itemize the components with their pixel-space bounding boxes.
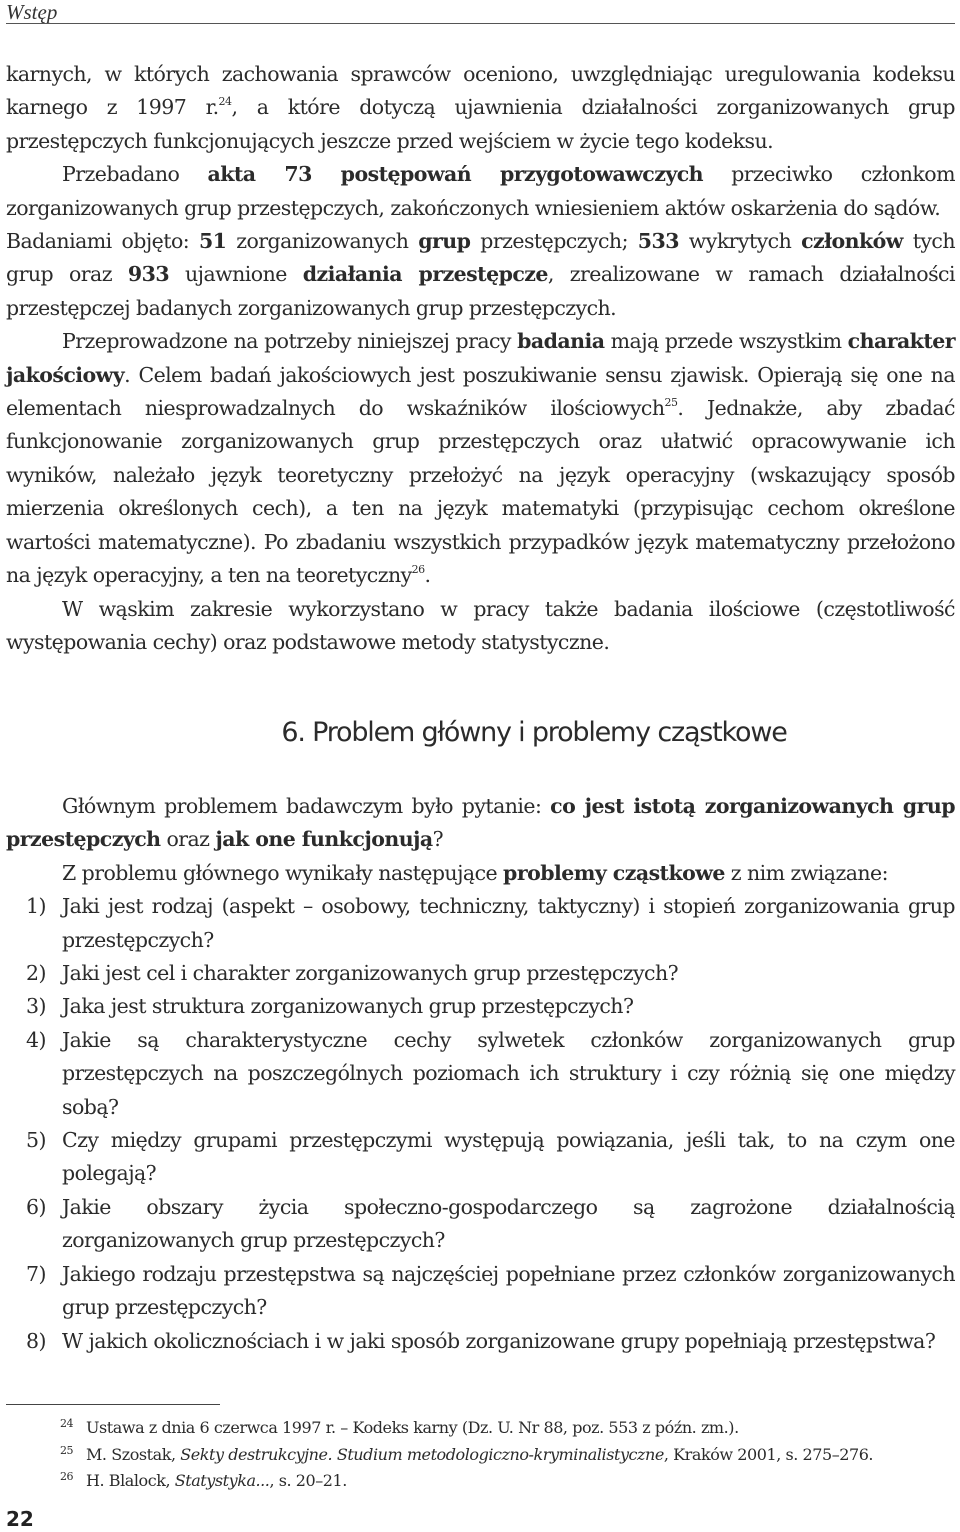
footnote-title: Statystyka... (174, 1471, 270, 1490)
footnote-25 (6, 1442, 936, 1469)
emphasis: działania przestępcze (302, 262, 548, 287)
text-run: przeciwko członkom zorganizowanych grup przestępczych, zakończonych wniesieniem aktów oskarżenia do sądów. (6, 162, 955, 220)
emphasis: członków (801, 229, 903, 254)
text-run: . Celem badań jakościowych jest poszukiwanie sensu zjawisk. Opierają się one na elementach niesprowadzalnych do wskaźników ilościowych (6, 362, 955, 421)
body-text-section-6 (6, 790, 955, 1358)
list-number: 7) (26, 1261, 46, 1286)
list-text: Jakiego rodzaju przestępstwa są najczęściej popełniane przez członków zorganizowanych grup przestępczych? (62, 1261, 955, 1320)
footnote-26 (6, 1468, 936, 1495)
text-run: . (424, 563, 431, 588)
paragraph (6, 325, 955, 592)
text-run: ujawnione (169, 262, 303, 287)
emphasis: co jest istotą zorganizowanych grup przestępczych (6, 794, 955, 852)
page-number: 22 (6, 1507, 34, 1531)
footnote-text: H. Blalock, (86, 1471, 175, 1490)
text-run: karnych, w których zachowania sprawców oceniono, uwzględniając uregulowania kodeksu karnego z 1997 r. (6, 62, 955, 120)
footnote-ref-24[interactable]: 24 (218, 95, 232, 109)
list-text: Jaki jest rodzaj (aspekt – osobowy, techniczny, taktyczny) i stopień zorganizowania grup przestępczych? (62, 894, 955, 952)
list-text: Jakie obszary życia społeczno-gospodarczego są zagrożone działalnością zorganizowanych grup przestępczych? (62, 1194, 955, 1253)
list-text: Jakie są charakterystyczne cechy sylwetek członków zorganizowanych grup przestępczych na poszczególnych poziomach ich struktury i czy różnią się one między sobą? (62, 1027, 955, 1119)
text-run: , a które dotyczą ujawnienia działalności zorganizowanych grup przestępczych funkcjonujących jeszcze przed wejściem w życie tego kodeksu. (6, 95, 955, 153)
list-number: 5) (26, 1128, 46, 1153)
emphasis: 51 (198, 229, 227, 254)
problem-list (6, 890, 955, 1358)
list-item (6, 1191, 955, 1258)
emphasis: 533 (637, 229, 679, 254)
text-run: oraz (160, 827, 216, 852)
paragraph (6, 158, 955, 225)
text-run: . Jednakże, aby zbadać funkcjonowanie zorganizowanych grup przestępczych oraz ułatwić opracowywanie ich wyników, należało język teoretyczny przełożyć na język operacyjny (wskazujący sposób mierzenia określonych cech), a ten na język matematyki (przypisując cechom określone wartości matematyczne). Po zbadaniu wszystkich przypadków język matematyczny przełożono na język operacyjny, a ten na teoretyczny (6, 396, 955, 588)
footnote-ref-25[interactable]: 25 (664, 396, 678, 410)
list-number: 1) (26, 894, 46, 919)
text-run: Badaniami objęto: (6, 229, 199, 254)
footnote-rule (6, 1404, 220, 1405)
text-run: przestępczych; (470, 229, 638, 254)
list-number: 2) (26, 961, 46, 986)
emphasis: jak one funkcjonują (215, 827, 433, 852)
text-run: mają przede wszystkim (604, 329, 848, 354)
section-heading-text: 6. Problem główny i problemy cząstkowe (281, 717, 787, 748)
text-run: W wąskim zakresie wykorzystano w pracy także badania ilościowe (częstotliwość występowania cechy) oraz podstawowe metody statystyczne. (6, 596, 955, 654)
text-run: zorganizowanych (226, 229, 419, 254)
paragraph (6, 857, 955, 890)
text-run: Z problemu głównego wynikały następujące (62, 860, 504, 885)
footnote-text: , s. 20–21. (269, 1471, 347, 1490)
emphasis: badania (517, 329, 605, 354)
paragraph (6, 593, 955, 660)
section-heading (0, 717, 960, 748)
list-number: 6) (26, 1194, 46, 1219)
footnote-text: M. Szostak, (86, 1444, 181, 1464)
emphasis: charakter jakościowy (6, 329, 955, 387)
emphasis: 933 (127, 262, 170, 287)
footnotes (6, 1415, 936, 1495)
footnote-24 (6, 1415, 936, 1442)
list-number: 3) (26, 994, 46, 1019)
text-run: z nim związane: (724, 860, 888, 885)
list-item (6, 957, 955, 990)
list-item (6, 890, 955, 957)
list-text: Jaki jest cel i charakter zorganizowanych grup przestępczych? (62, 961, 679, 986)
emphasis: problemy cząstkowe (503, 860, 725, 885)
footnote-text: Ustawa z dnia 6 czerwca 1997 r. – Kodeks karny (Dz. U. Nr 88, poz. 553 z późn. zm.). (86, 1418, 739, 1437)
footnote-text: , Kraków 2001, s. 275–276. (663, 1444, 874, 1464)
list-number: 4) (26, 1027, 46, 1052)
text-run: Głównym problemem badawczym było pytanie: (62, 794, 551, 818)
list-item (6, 990, 955, 1023)
footnote-number: 26 (60, 1470, 74, 1483)
text-run: Przebadano (62, 162, 208, 187)
emphasis: akta 73 postępowań przygotowawczych (207, 162, 703, 187)
text-run: Przeprowadzone na potrzeby niniejszej pracy (62, 329, 518, 354)
footnote-title: Sekty destrukcyjne. Studium metodologiczno-kryminalistyczne (180, 1444, 664, 1464)
text-run: wykrytych (678, 229, 802, 254)
paragraph (6, 58, 955, 158)
paragraph (6, 790, 955, 857)
footnote-ref-26[interactable]: 26 (411, 563, 425, 577)
text-run: ? (432, 827, 444, 852)
text-run: tych grup oraz (6, 229, 955, 287)
list-item (6, 1258, 955, 1325)
emphasis: grup (418, 229, 471, 254)
header-rule (6, 23, 955, 24)
footnote-number: 25 (60, 1443, 74, 1457)
list-item (6, 1325, 955, 1358)
list-item (6, 1024, 955, 1124)
list-number: 8) (26, 1328, 46, 1353)
running-head: Wstęp (6, 0, 58, 24)
list-item (6, 1124, 955, 1191)
text-run: , zrealizowane w ramach działalności przestępczej badanych zorganizowanych grup przestępczych. (6, 262, 955, 320)
list-text: Czy między grupami przestępczymi występują powiązania, jeśli tak, to na czym one polegają? (62, 1128, 955, 1186)
list-text: Jaka jest struktura zorganizowanych grup przestępczych? (62, 994, 634, 1019)
footnote-number: 24 (60, 1417, 74, 1430)
paragraph (6, 225, 955, 325)
list-text: W jakich okolicznościach i w jaki sposób zorganizowane grupy popełniają przestępstwa? (62, 1328, 936, 1353)
body-text-section-5 (6, 58, 955, 659)
